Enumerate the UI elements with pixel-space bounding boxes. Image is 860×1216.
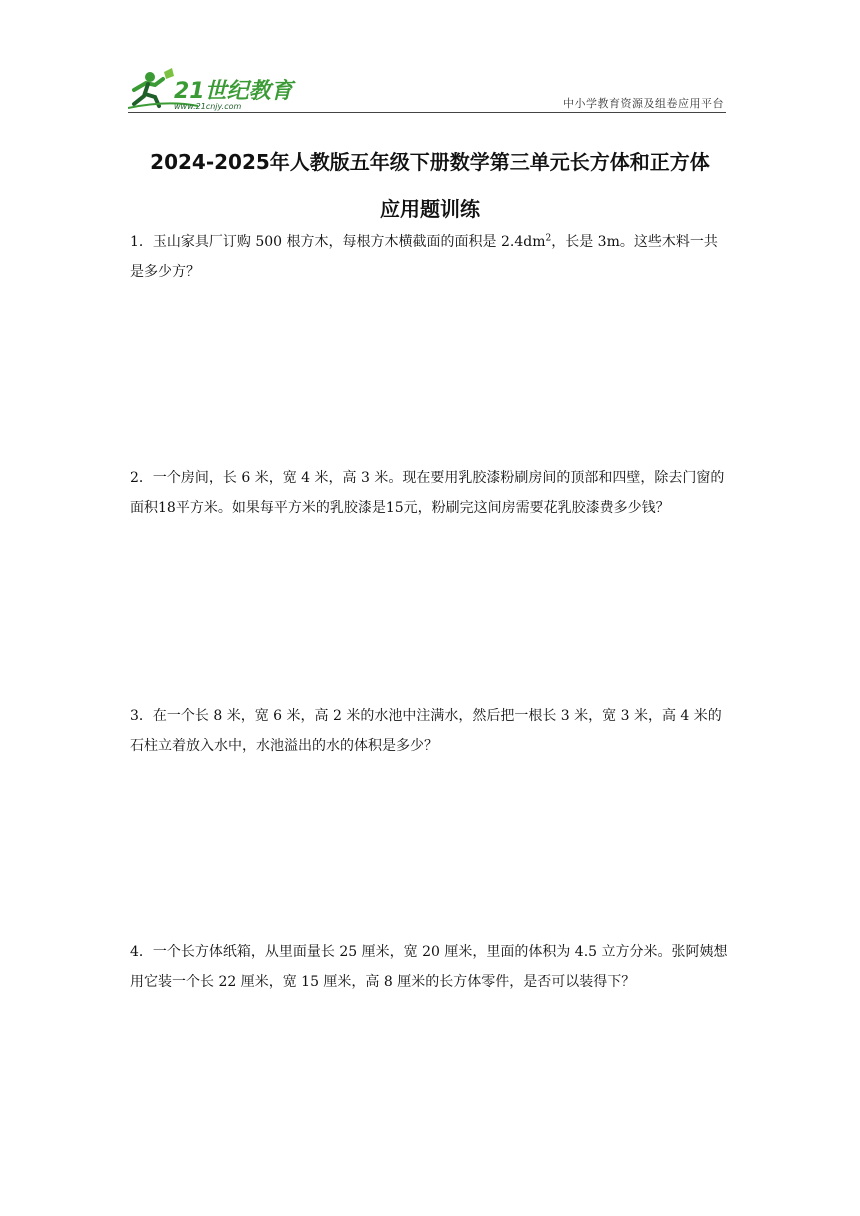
- question-number: 2: [130, 470, 139, 486]
- header-divider: [128, 112, 726, 113]
- question-number: 4: [130, 944, 139, 960]
- question-1: [130, 227, 730, 287]
- logo: [128, 66, 298, 112]
- question-number: 1: [130, 234, 139, 250]
- question-text: ．玉山家具厂订购 500 根方木，每根方木横截面的面积是 2.4dm: [138, 234, 546, 250]
- runner-logo-icon: [128, 66, 298, 112]
- document-title-line2: 应用题训练: [380, 197, 480, 221]
- question-2: [130, 463, 730, 523]
- platform-label: 中小学教育资源及组卷应用平台: [563, 97, 724, 110]
- question-text: ．一个长方体纸箱，从里面量长 25 厘米，宽 20 厘米，里面的体积为 4.5 立方分米。张阿姨想用它装一个长 22 厘米，宽 15 厘米，高 8 厘米的长方体零件，是否可以装得下？: [130, 944, 728, 990]
- page-header: [128, 66, 726, 114]
- question-4: [130, 937, 730, 997]
- document-title-line1: 2024-2025年人教版五年级下册数学第三单元长方体和正方体: [150, 150, 710, 174]
- superscript: 2: [545, 233, 552, 244]
- question-text: ．一个房间，长 6 米，宽 4 米，高 3 米。现在要用乳胶漆粉刷房间的顶部和四壁，除去门窗的面积18平方米。如果每平方米的乳胶漆是15元，粉刷完这间房需要花乳胶漆费多少钱？: [130, 470, 725, 516]
- question-number: 3: [130, 708, 139, 724]
- question-3: [130, 701, 730, 761]
- question-text: ，长是 3m。这些木料一共是多少方？: [130, 234, 718, 280]
- logo-url: www.21cnjy.com: [174, 102, 242, 111]
- logo-text: 21世纪教育: [174, 79, 293, 104]
- question-text: ．在一个长 8 米，宽 6 米，高 2 米的水池中注满水，然后把一根长 3 米，宽 3 米，高 4 米的石柱立着放入水中，水池溢出的水的体积是多少？: [130, 708, 722, 754]
